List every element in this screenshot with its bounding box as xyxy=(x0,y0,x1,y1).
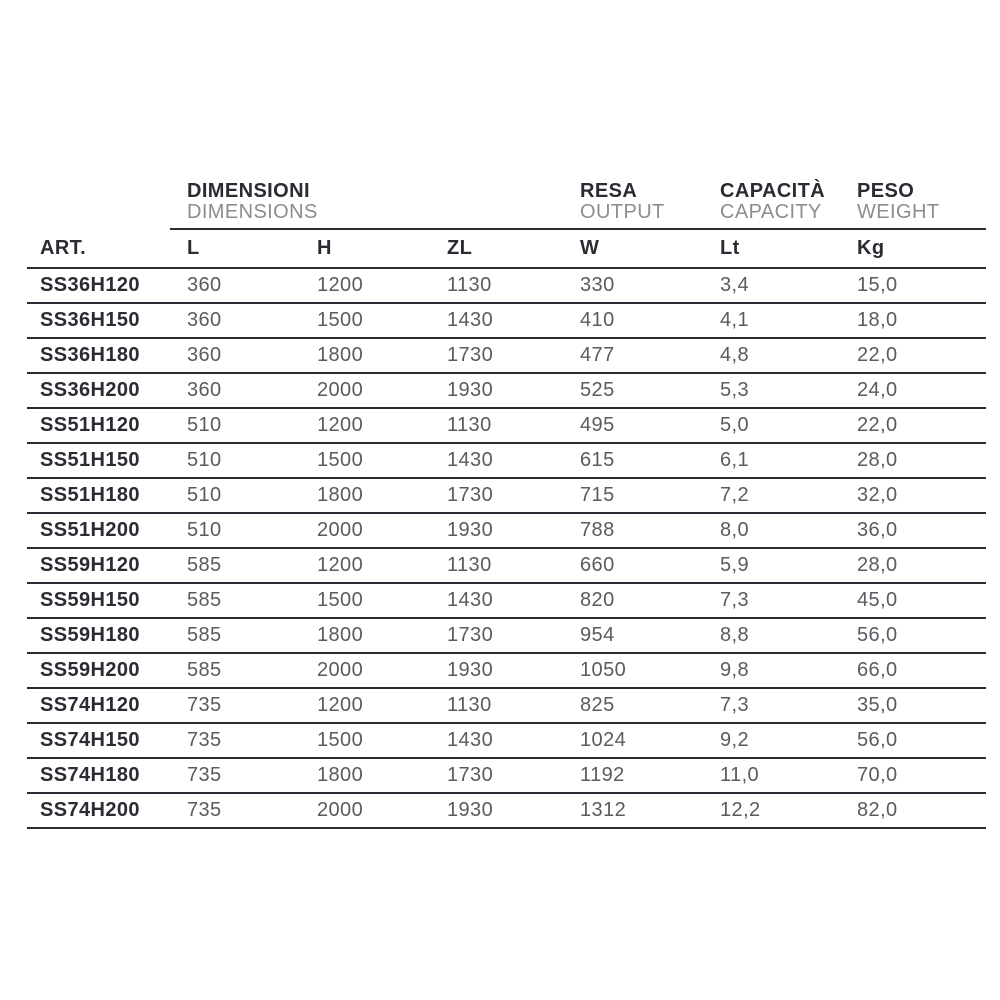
value-cell: 360 xyxy=(170,303,300,338)
table-row xyxy=(27,408,986,443)
group-header-capacity xyxy=(703,175,840,229)
value-cell: 28,0 xyxy=(840,548,986,583)
value-cell: 1430 xyxy=(430,723,563,758)
table-row xyxy=(27,758,986,793)
value-cell: 5,9 xyxy=(703,548,840,583)
value-cell: 11,0 xyxy=(703,758,840,793)
value-cell: 5,3 xyxy=(703,373,840,408)
value-cell: 1050 xyxy=(563,653,703,688)
value-cell: 1430 xyxy=(430,583,563,618)
value-cell: 3,4 xyxy=(703,268,840,303)
value-cell: 1200 xyxy=(300,408,430,443)
value-cell: 585 xyxy=(170,583,300,618)
value-cell: 1800 xyxy=(300,618,430,653)
value-cell: 1130 xyxy=(430,548,563,583)
art-code-cell: SS51H180 xyxy=(27,478,170,513)
value-cell: 1930 xyxy=(430,653,563,688)
value-cell: 735 xyxy=(170,793,300,828)
value-cell: 70,0 xyxy=(840,758,986,793)
art-code-cell: SS74H150 xyxy=(27,723,170,758)
group-label-primary: RESA xyxy=(580,180,638,202)
value-cell: 12,2 xyxy=(703,793,840,828)
column-header-row xyxy=(27,229,986,268)
value-cell: 735 xyxy=(170,688,300,723)
value-cell: 735 xyxy=(170,723,300,758)
value-cell: 66,0 xyxy=(840,653,986,688)
group-header-spacer xyxy=(27,175,170,229)
table-row xyxy=(27,373,986,408)
art-code-cell: SS36H120 xyxy=(27,268,170,303)
value-cell: 1130 xyxy=(430,688,563,723)
value-cell: 330 xyxy=(563,268,703,303)
value-cell: 525 xyxy=(563,373,703,408)
group-header-weight xyxy=(840,175,986,229)
value-cell: 1430 xyxy=(430,303,563,338)
value-cell: 4,8 xyxy=(703,338,840,373)
value-cell: 510 xyxy=(170,478,300,513)
value-cell: 18,0 xyxy=(840,303,986,338)
value-cell: 22,0 xyxy=(840,338,986,373)
value-cell: 585 xyxy=(170,653,300,688)
value-cell: 954 xyxy=(563,618,703,653)
value-cell: 615 xyxy=(563,443,703,478)
group-label-secondary: WEIGHT xyxy=(857,201,940,223)
value-cell: 1730 xyxy=(430,758,563,793)
value-cell: 510 xyxy=(170,408,300,443)
value-cell: 360 xyxy=(170,268,300,303)
value-cell: 1800 xyxy=(300,478,430,513)
col-header-lt: Lt xyxy=(703,229,840,268)
value-cell: 8,0 xyxy=(703,513,840,548)
value-cell: 788 xyxy=(563,513,703,548)
value-cell: 2000 xyxy=(300,793,430,828)
value-cell: 22,0 xyxy=(840,408,986,443)
value-cell: 1192 xyxy=(563,758,703,793)
value-cell: 410 xyxy=(563,303,703,338)
table-head xyxy=(27,175,986,268)
value-cell: 1730 xyxy=(430,338,563,373)
art-code-cell: SS51H120 xyxy=(27,408,170,443)
value-cell: 585 xyxy=(170,548,300,583)
table-row xyxy=(27,583,986,618)
art-code-cell: SS59H150 xyxy=(27,583,170,618)
table-row xyxy=(27,443,986,478)
art-code-cell: SS51H150 xyxy=(27,443,170,478)
col-header-h: H xyxy=(300,229,430,268)
art-code-cell: SS74H200 xyxy=(27,793,170,828)
value-cell: 1130 xyxy=(430,408,563,443)
value-cell: 1930 xyxy=(430,373,563,408)
value-cell: 1500 xyxy=(300,443,430,478)
value-cell: 360 xyxy=(170,338,300,373)
art-code-cell: SS59H180 xyxy=(27,618,170,653)
value-cell: 1730 xyxy=(430,618,563,653)
table-body xyxy=(27,268,986,828)
value-cell: 735 xyxy=(170,758,300,793)
art-code-cell: SS51H200 xyxy=(27,513,170,548)
art-code-cell: SS36H200 xyxy=(27,373,170,408)
col-header-zl: ZL xyxy=(430,229,563,268)
value-cell: 45,0 xyxy=(840,583,986,618)
art-code-cell: SS36H180 xyxy=(27,338,170,373)
group-label-secondary: OUTPUT xyxy=(580,201,665,223)
value-cell: 28,0 xyxy=(840,443,986,478)
value-cell: 1312 xyxy=(563,793,703,828)
col-header-w: W xyxy=(563,229,703,268)
value-cell: 360 xyxy=(170,373,300,408)
table-row xyxy=(27,513,986,548)
value-cell: 1130 xyxy=(430,268,563,303)
value-cell: 660 xyxy=(563,548,703,583)
value-cell: 1024 xyxy=(563,723,703,758)
value-cell: 1430 xyxy=(430,443,563,478)
table-row xyxy=(27,268,986,303)
art-code-cell: SS74H180 xyxy=(27,758,170,793)
value-cell: 1930 xyxy=(430,513,563,548)
art-code-cell: SS59H200 xyxy=(27,653,170,688)
table-row xyxy=(27,338,986,373)
value-cell: 56,0 xyxy=(840,618,986,653)
value-cell: 1800 xyxy=(300,338,430,373)
value-cell: 2000 xyxy=(300,653,430,688)
value-cell: 1930 xyxy=(430,793,563,828)
value-cell: 8,8 xyxy=(703,618,840,653)
value-cell: 1200 xyxy=(300,268,430,303)
spec-table xyxy=(27,175,986,829)
col-header-kg: Kg xyxy=(840,229,986,268)
value-cell: 495 xyxy=(563,408,703,443)
value-cell: 825 xyxy=(563,688,703,723)
col-header-art: ART. xyxy=(27,229,170,268)
value-cell: 5,0 xyxy=(703,408,840,443)
table-row xyxy=(27,723,986,758)
value-cell: 4,1 xyxy=(703,303,840,338)
value-cell: 1500 xyxy=(300,583,430,618)
value-cell: 56,0 xyxy=(840,723,986,758)
value-cell: 510 xyxy=(170,513,300,548)
value-cell: 7,3 xyxy=(703,688,840,723)
value-cell: 1200 xyxy=(300,688,430,723)
value-cell: 2000 xyxy=(300,513,430,548)
value-cell: 715 xyxy=(563,478,703,513)
group-header-dimensions xyxy=(170,175,563,229)
value-cell: 7,3 xyxy=(703,583,840,618)
value-cell: 32,0 xyxy=(840,478,986,513)
group-label-primary: CAPACITÀ xyxy=(720,180,826,202)
table-row xyxy=(27,618,986,653)
art-code-cell: SS36H150 xyxy=(27,303,170,338)
group-label-primary: DIMENSIONI xyxy=(187,180,310,202)
group-label-secondary: CAPACITY xyxy=(720,201,822,223)
table-row xyxy=(27,688,986,723)
value-cell: 820 xyxy=(563,583,703,618)
value-cell: 1200 xyxy=(300,548,430,583)
value-cell: 2000 xyxy=(300,373,430,408)
value-cell: 9,2 xyxy=(703,723,840,758)
value-cell: 36,0 xyxy=(840,513,986,548)
group-header-output xyxy=(563,175,703,229)
table-row xyxy=(27,478,986,513)
value-cell: 1500 xyxy=(300,723,430,758)
group-label-primary: PESO xyxy=(857,180,915,202)
group-header-row xyxy=(27,175,986,229)
value-cell: 6,1 xyxy=(703,443,840,478)
value-cell: 1500 xyxy=(300,303,430,338)
value-cell: 7,2 xyxy=(703,478,840,513)
art-code-cell: SS59H120 xyxy=(27,548,170,583)
group-label-secondary: DIMENSIONS xyxy=(187,201,318,223)
value-cell: 35,0 xyxy=(840,688,986,723)
value-cell: 1800 xyxy=(300,758,430,793)
value-cell: 24,0 xyxy=(840,373,986,408)
value-cell: 477 xyxy=(563,338,703,373)
value-cell: 510 xyxy=(170,443,300,478)
value-cell: 585 xyxy=(170,618,300,653)
value-cell: 1730 xyxy=(430,478,563,513)
value-cell: 9,8 xyxy=(703,653,840,688)
table-row xyxy=(27,548,986,583)
table-row xyxy=(27,653,986,688)
table-row xyxy=(27,303,986,338)
table-row xyxy=(27,793,986,828)
col-header-l: L xyxy=(170,229,300,268)
value-cell: 82,0 xyxy=(840,793,986,828)
art-code-cell: SS74H120 xyxy=(27,688,170,723)
value-cell: 15,0 xyxy=(840,268,986,303)
